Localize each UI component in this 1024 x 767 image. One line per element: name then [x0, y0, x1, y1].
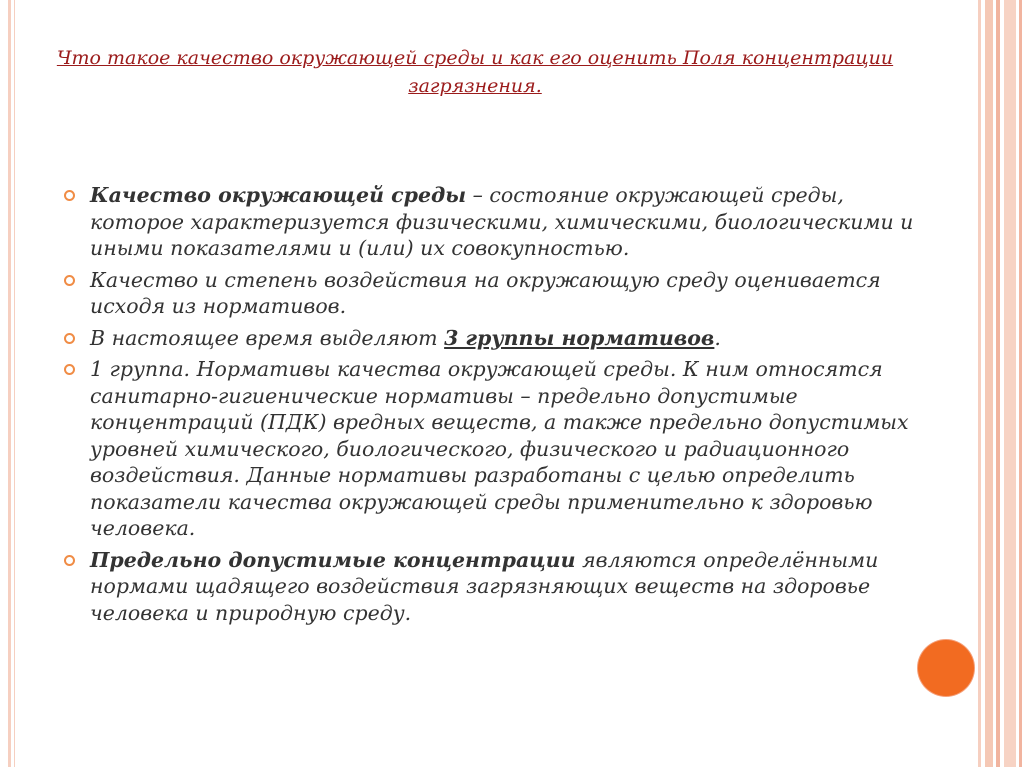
slide-title: Что такое качество окружающей среды и как его оценить Поля концентрации загрязнения. — [56, 47, 894, 97]
bullet-circle-icon — [64, 333, 75, 344]
left-border-stripe — [8, 0, 11, 767]
bullet-circle-icon — [64, 364, 75, 375]
bullet-circle-icon — [64, 190, 75, 201]
bullet-text: являются определёнными нормами щадящего воздействия загрязняющих веществ на здоровье человека и природную среду. — [90, 547, 879, 625]
right-border-stripe-3 — [996, 0, 1000, 767]
bullet-text: – состояние окружающей среды, которое характеризуется физическими, химическими, биологическими и иными показателями и (или) их совокупностью. — [90, 183, 914, 260]
right-border-stripe-2 — [985, 0, 993, 767]
bullet-item — [64, 325, 914, 352]
bullet-text: В настоящее время выделяют — [90, 325, 445, 350]
bullet-tail: . — [714, 325, 721, 350]
right-border-stripe-1 — [978, 0, 981, 767]
bullet-link-term[interactable]: 3 группы нормативов — [444, 325, 715, 350]
bullet-term: Предельно допустимые концентрации — [90, 547, 576, 572]
bullet-item — [64, 267, 914, 320]
right-border-stripe-4 — [1004, 0, 1016, 767]
bullet-circle-icon — [64, 555, 75, 566]
bullet-circle-icon — [64, 275, 75, 286]
bullet-term: Качество окружающей среды — [90, 183, 467, 207]
right-border-stripe-5 — [1019, 0, 1022, 767]
bullet-text: Качество и степень воздействия на окружающую среду оценивается исходя из нормативов. — [90, 267, 881, 318]
bullet-item — [64, 547, 914, 627]
bullet-item — [64, 356, 914, 542]
left-border-stripe-inner — [14, 0, 15, 767]
bullet-text: 1 группа. Нормативы качества окружающей среды. К ним относятся санитарно-гигиенические нормативы – предельно допустимые концентраций (ПДК) вредных веществ, а также предельно допустимых уровней химического, биологического, физического и радиационного воздействия. Данные нормативы разработаны с целью определить показатели качества окружающей среды применительно к здоровью человека. — [90, 357, 909, 540]
slide-body — [64, 182, 914, 631]
bullet-item — [64, 182, 914, 262]
accent-circle-decoration — [918, 640, 974, 696]
